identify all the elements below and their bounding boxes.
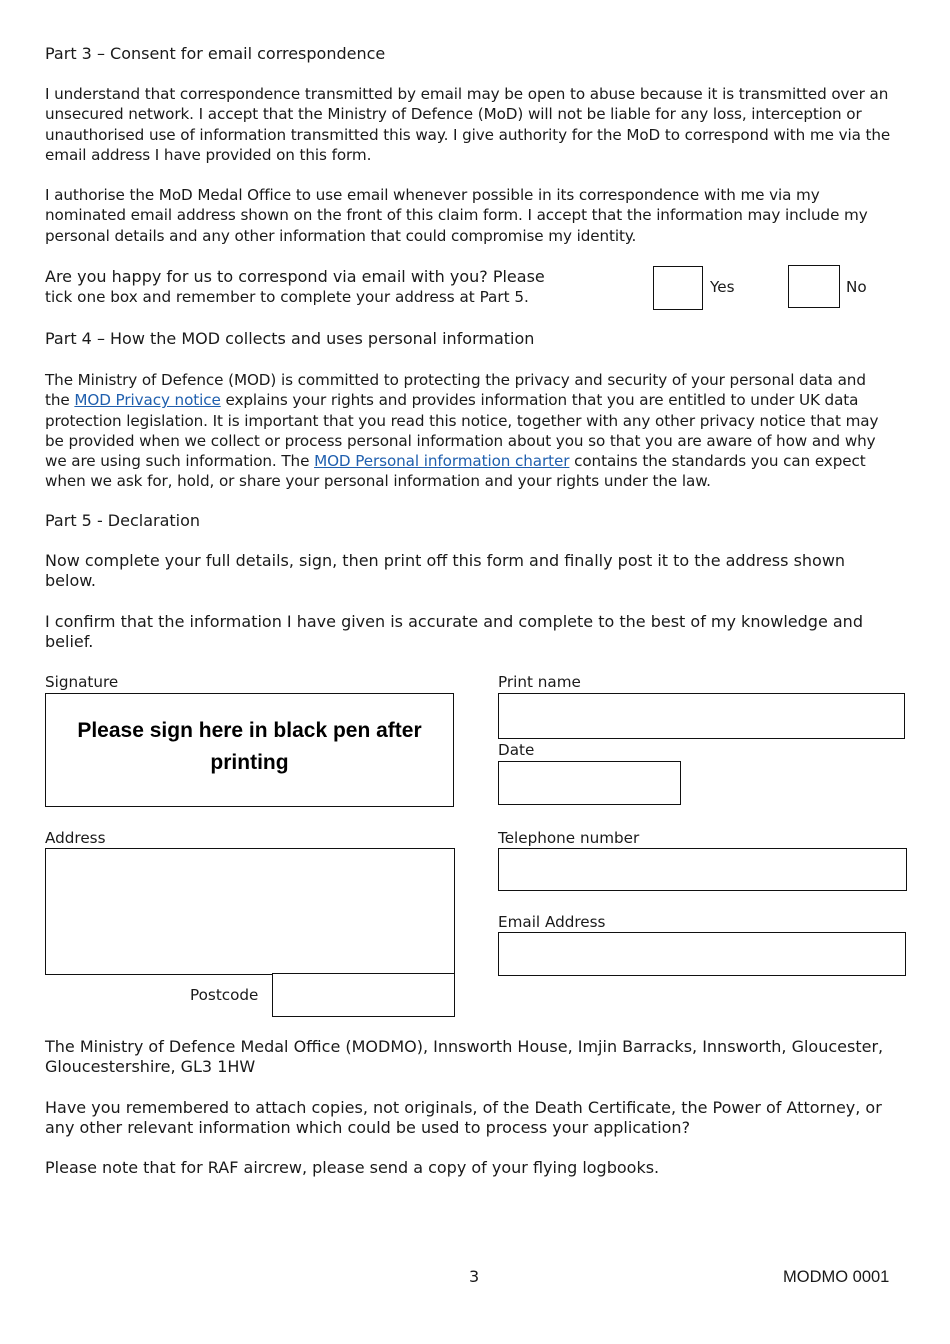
- postcode-label: Postcode: [190, 986, 259, 1004]
- part5-instructions-paragraph: Now complete your full details, sign, then print off this form and finally post it to the address shown below.: [45, 551, 846, 591]
- part4-text-c: contains the standards you can expect when we ask for, hold, or share your personal information and your rights under the law.: [45, 452, 866, 491]
- mod-privacy-notice-link[interactable]: MOD Privacy notice: [74, 391, 221, 410]
- part4-text-b: explains your rights and provides information that you are entitled to under UK data protection legislation. It is important that you read this notice, together with any other privacy notice that may be provided when we collect or process personal information about you so that you are aware of how and why we are using such information. The: [45, 391, 879, 471]
- page-number: 3: [469, 1267, 480, 1286]
- email-consent-question-line1: Are you happy for us to correspond via email with you? Please: [45, 267, 545, 286]
- part3-heading: Part 3 – Consent for email correspondence: [45, 44, 386, 63]
- form-code: MODMO 0001: [783, 1268, 890, 1286]
- email-consent-yes-label: Yes: [710, 278, 735, 296]
- signature-hint: Please sign here in black pen after printing: [77, 719, 422, 774]
- print-name-label: Print name: [498, 673, 581, 691]
- postcode-field[interactable]: [272, 973, 455, 1017]
- part4-text-a: The Ministry of Defence (MOD) is committed to protecting the privacy and security of your personal data and the: [45, 371, 866, 410]
- part5-heading: Part 5 - Declaration: [45, 511, 201, 530]
- raf-aircrew-note: Please note that for RAF aircrew, please send a copy of your flying logbooks.: [45, 1158, 660, 1177]
- date-field[interactable]: [498, 761, 681, 805]
- part5-confirmation-paragraph: I confirm that the information I have given is accurate and complete to the best of my knowledge and belief.: [45, 612, 863, 652]
- telephone-label: Telephone number: [498, 829, 640, 847]
- email-field[interactable]: [498, 932, 906, 976]
- part4-privacy-paragraph: [45, 370, 895, 492]
- part3-authorise-paragraph: I authorise the MoD Medal Office to use email whenever possible in its correspondence with me via my nominated email address shown on the front of this claim form. I accept that the information may include my personal details and any other information that could compromise my identity.: [45, 186, 868, 245]
- mod-personal-information-charter-link[interactable]: MOD Personal information charter: [314, 452, 570, 471]
- address-field[interactable]: [45, 848, 455, 975]
- email-consent-no-checkbox[interactable]: [788, 265, 840, 308]
- part4-heading: Part 4 – How the MOD collects and uses personal information: [45, 329, 535, 348]
- print-name-field[interactable]: [498, 693, 905, 739]
- telephone-field[interactable]: [498, 848, 907, 891]
- email-consent-no-label: No: [846, 278, 867, 296]
- signature-box[interactable]: [45, 693, 454, 807]
- attachments-reminder: Have you remembered to attach copies, not originals, of the Death Certificate, the Power of Attorney, or any other relevant information which could be used to process your application?: [45, 1098, 882, 1138]
- email-consent-yes-checkbox[interactable]: [653, 266, 703, 310]
- email-consent-question: [45, 266, 605, 307]
- email-label: Email Address: [498, 913, 606, 931]
- email-consent-question-line2: tick one box and remember to complete your address at Part 5.: [45, 288, 529, 306]
- address-label: Address: [45, 829, 106, 847]
- date-label: Date: [498, 741, 535, 759]
- part3-email-risk-paragraph: I understand that correspondence transmitted by email may be open to abuse because it is transmitted over an unsecured network. I accept that the Ministry of Defence (MoD) will not be liable for any loss, interception or unauthorised use of information transmitted this way. I give authority for the MoD to correspond with me via the email address I have provided on this form.: [45, 85, 891, 164]
- signature-label: Signature: [45, 673, 119, 691]
- modmo-postal-address: The Ministry of Defence Medal Office (MODMO), Innsworth House, Imjin Barracks, Innsworth, Gloucester, Gloucestershire, GL3 1HW: [45, 1037, 884, 1077]
